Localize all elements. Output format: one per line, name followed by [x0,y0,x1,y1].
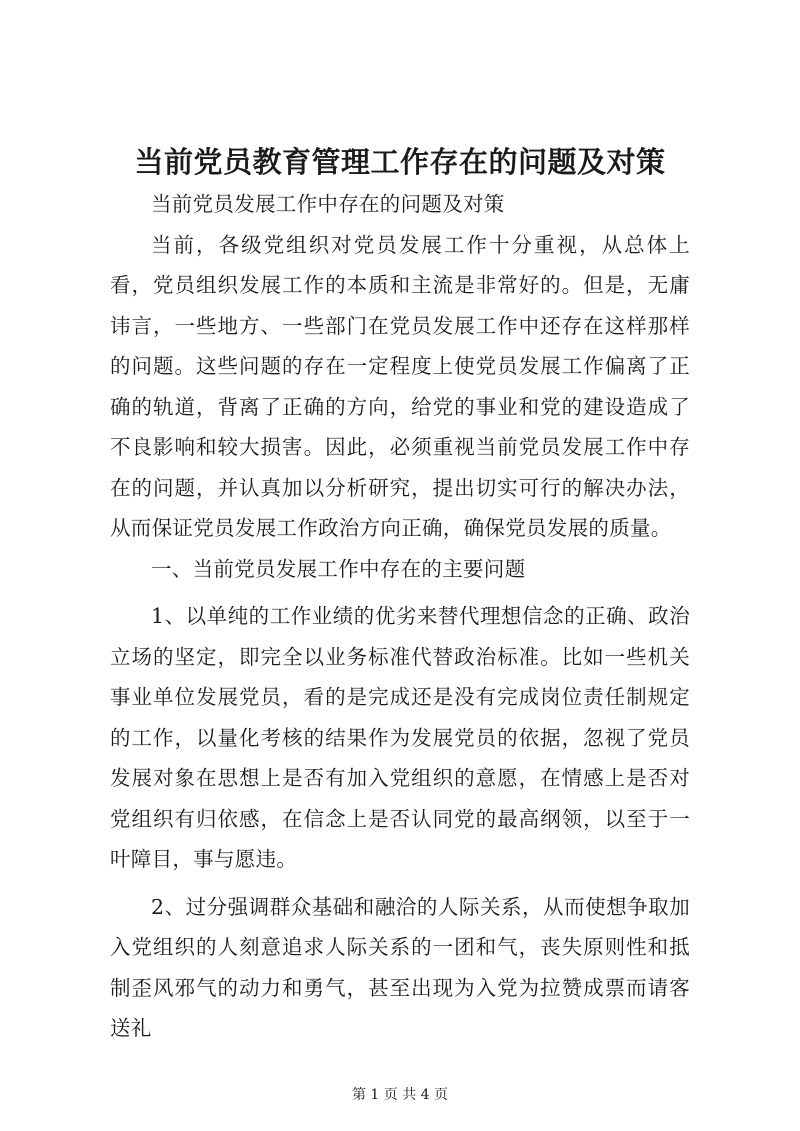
page-number-footer: 第 1 页 共 4 页 [351,1087,449,1103]
subtitle-paragraph: 当前党员发展工作中存在的问题及对策 [151,192,505,216]
problem-1-paragraph: 1、以单纯的工作业绩的优劣来替代理想信念的正确、政治立场的坚定，即完全以业务标准代替政治标准。比如一些机关事业单位发展党员，看的是完成还是没有完成岗位责任制规定的工作，以量化考核的结果作为发展党员的依据，忽视了党员发展对象在思想上是否有加入党组织的意愿，在情感上是否对党组织有归依感，在信念上是否认同党的最高纲领，以至于一叶障目，事与愿违。 [110,604,690,871]
section-heading: 一、当前党员发展工作中存在的主要问题 [151,556,526,581]
document-body [110,184,690,1049]
intro-paragraph: 当前，各级党组织对党员发展工作十分重视，从总体上看，党员组织发展工作的本质和主流是非常好的。但是，无庸讳言，一些地方、一些部门在党员发展工作中还存在这样那样的问题。这些问题的存在一定程度上使党员发展工作偏离了正确的轨道，背离了正确的方向，给党的事业和党的建设造成了不良影响和较大损害。因此，必须重视当前党员发展工作中存在的问题，并认真加以分析研究，提出切实可行的解决办法，从而保证党员发展工作政治方向正确，确保党员发展的质量。 [110,232,690,540]
problem-2-paragraph: 2、过分强调群众基础和融洽的人际关系，从而使想争取加入党组织的人刻意追求人际关系的一团和气，丧失原则性和抵制歪风邪气的动力和勇气，甚至出现为入党为拉赞成票而请客送礼 [110,894,690,1040]
document-title: 当前党员教育管理工作存在的问题及对策 [134,145,666,179]
